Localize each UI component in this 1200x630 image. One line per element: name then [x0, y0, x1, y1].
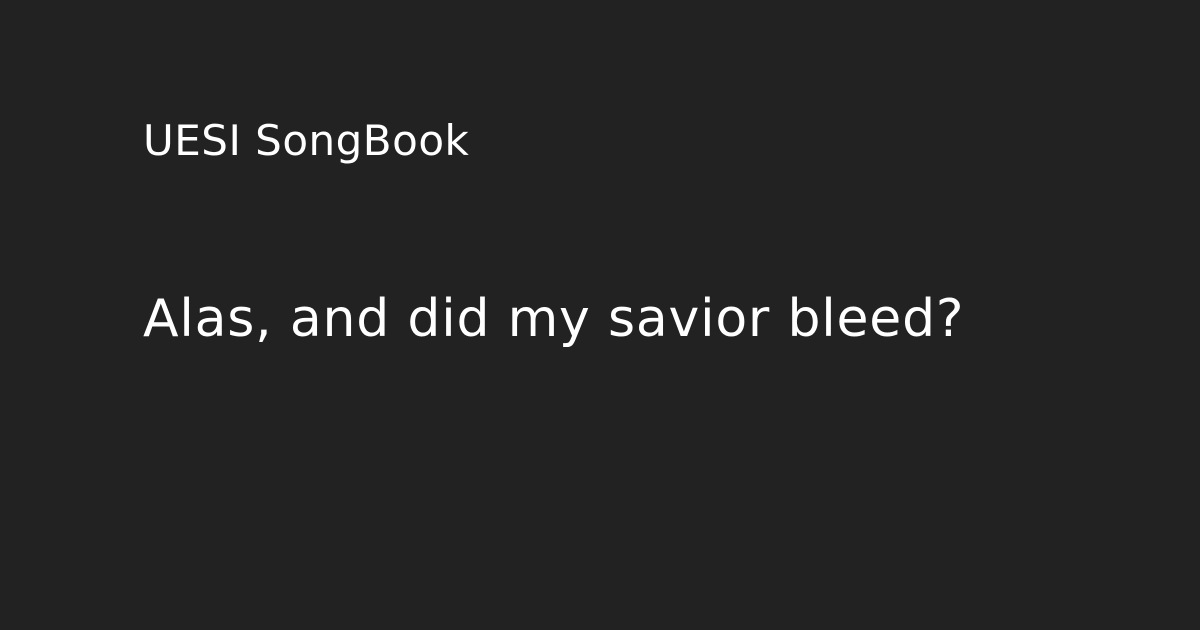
song-title: Alas, and did my savior bleed?: [143, 289, 965, 349]
site-title: UESI SongBook: [143, 116, 470, 165]
